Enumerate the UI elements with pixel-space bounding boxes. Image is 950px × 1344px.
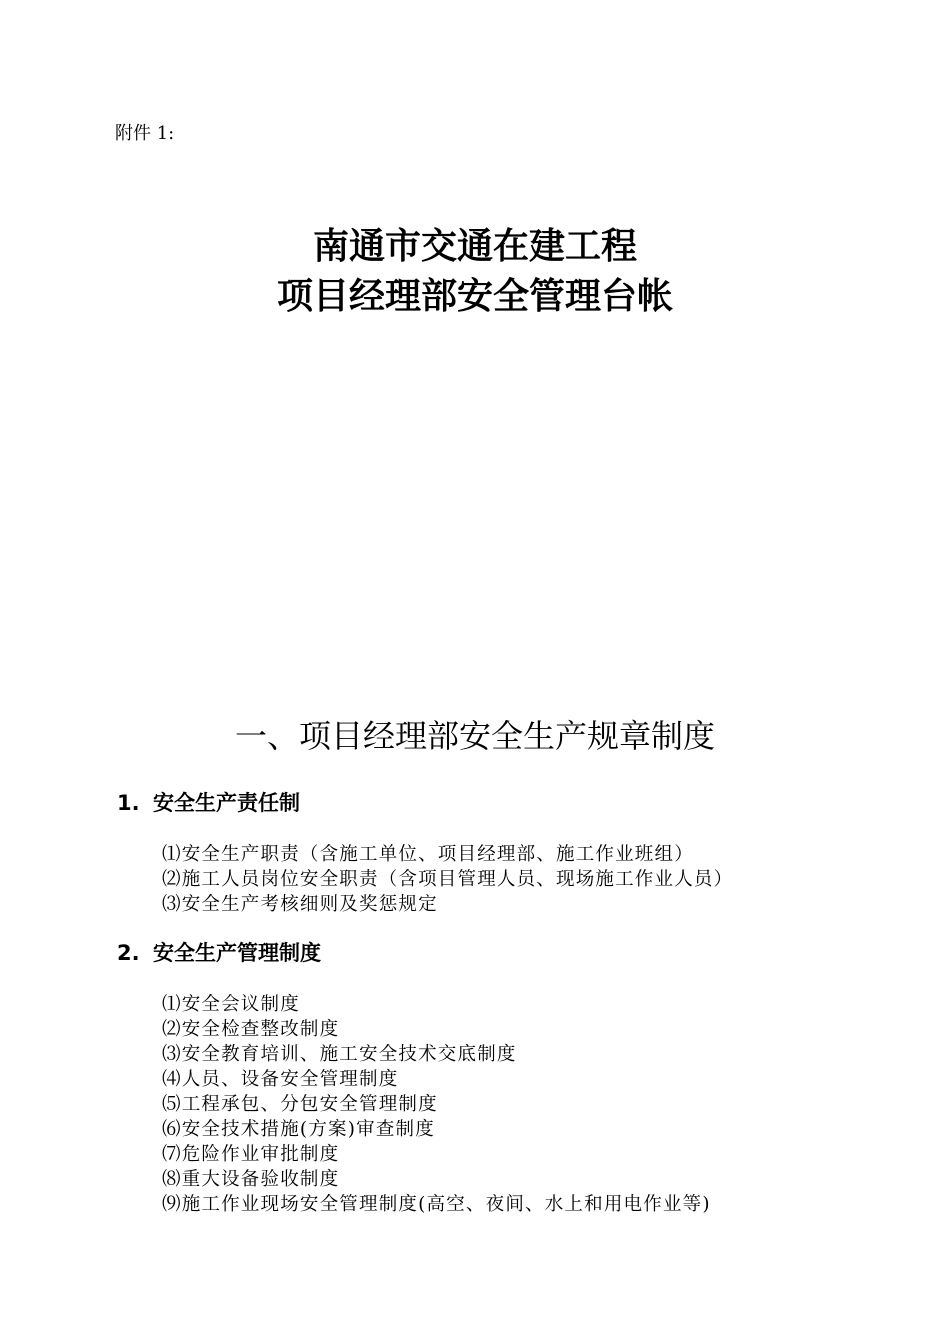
attachment-label: 附件 1: [115,123,175,144]
subsection-title: 安全生产管理制度 [153,941,321,965]
list-item: ⑸工程承包、分包安全管理制度 [162,1094,438,1115]
subsection-heading [117,788,877,818]
section-heading: 一、项目经理部安全生产规章制度 [234,717,715,755]
title-line-1: 南通市交通在建工程 [312,226,637,267]
item-list [162,842,877,917]
subsection-heading [117,938,877,968]
subsection-number: 2. [117,941,140,965]
list-item: ⑹安全技术措施(方案)审查制度 [162,1119,435,1140]
document-title [0,222,950,322]
list-item: ⑵安全检查整改制度 [162,1019,340,1040]
list-item: ⑶安全生产考核细则及奖惩规定 [162,894,438,915]
subsection-title: 安全生产责任制 [153,791,300,815]
subsection-responsibility-system [117,788,877,917]
list-item: ⑻重大设备验收制度 [162,1169,340,1190]
subsection-management-system [117,938,877,1217]
list-item: ⑵施工人员岗位安全职责（含项目管理人员、现场施工作业人员） [162,869,734,890]
item-list [162,992,877,1217]
list-item: ⑴安全生产职责（含施工单位、项目经理部、施工作业班组） [162,844,694,865]
title-line-2: 项目经理部安全管理台帐 [276,276,673,317]
list-item: ⑷人员、设备安全管理制度 [162,1069,399,1090]
list-item: ⑶安全教育培训、施工安全技术交底制度 [162,1044,517,1065]
list-item: ⑴安全会议制度 [162,994,300,1015]
list-item: ⑼施工作业现场安全管理制度(高空、夜间、水上和用电作业等) [162,1194,711,1215]
list-item: ⑺危险作业审批制度 [162,1144,340,1165]
subsection-number: 1. [117,791,140,815]
